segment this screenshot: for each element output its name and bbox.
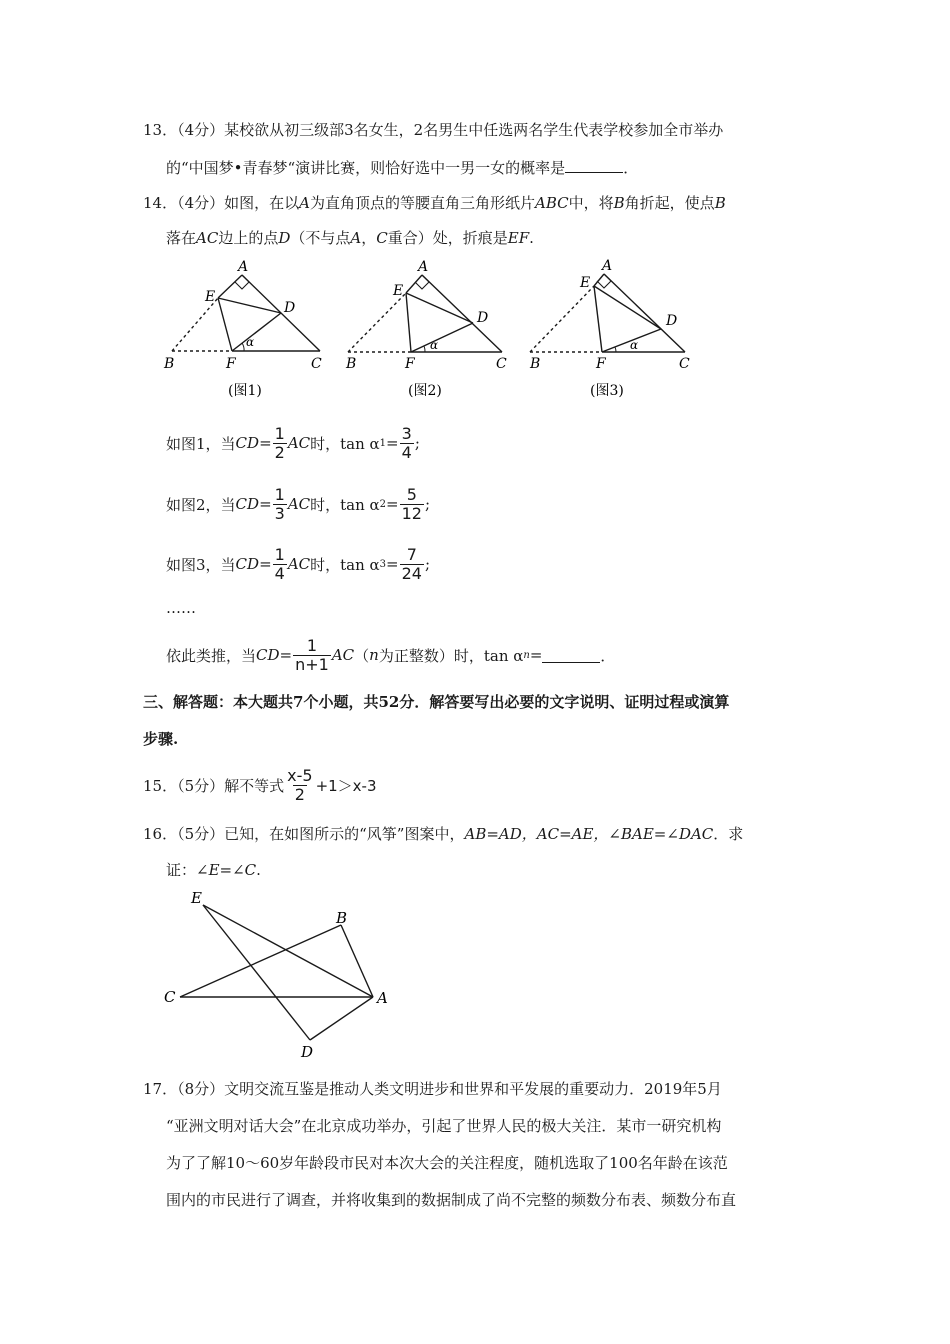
fig2-label-a: A: [418, 259, 429, 275]
case-prefix: 如图3，当: [166, 555, 236, 574]
q14-period: .: [529, 229, 534, 247]
q13-text: 的“中国梦•青春梦“演讲比赛，则恰好选中一男一女的概率是: [166, 159, 566, 177]
q14-text-d: 角折起，使点: [624, 194, 715, 212]
fraction-numerator: 3: [401, 423, 412, 443]
fig3-label-c: C: [679, 356, 690, 372]
case-tan: 时，tan α: [310, 555, 380, 574]
case-subscript: 3: [379, 558, 387, 570]
q14-general: [166, 632, 615, 678]
case-eq2: =: [386, 495, 399, 513]
q14-figures: [150, 255, 710, 405]
q17-line-1: 17．（8分）文明交流互鉴是推动人类文明进步和世界和平发展的重要动力．2019年5月: [143, 1080, 722, 1098]
case-eq: =: [259, 495, 272, 513]
fig2-label-b: B: [346, 356, 357, 372]
fig2-label-c: C: [496, 356, 507, 372]
fraction-numerator: 1: [306, 635, 318, 655]
q14-var-b2: B: [714, 194, 726, 212]
q17-line-3: 为了了解10～60岁年龄段市民对本次大会的关注程度，随机选取了100名年龄在该范: [166, 1154, 728, 1172]
case-subscript: 1: [379, 437, 387, 449]
fig2-label-f: F: [405, 356, 415, 372]
general-subscript: n: [523, 649, 530, 661]
fig1-label-a: A: [238, 259, 249, 275]
q17-line-4: 围内的市民进行了调查，并将收集到的数据制成了尚不完整的频数分布表、频数分布直: [166, 1191, 737, 1209]
general-n: n: [369, 646, 379, 664]
case-tan: 时，tan α: [310, 434, 380, 453]
section3-line-2: 步骤.: [143, 730, 179, 748]
q15-prefix: 15．（5分）解不等式: [143, 776, 285, 795]
q15-fraction: [285, 767, 314, 804]
q16-line-1: [143, 824, 743, 844]
case-subscript: 2: [379, 498, 387, 510]
case-cd: CD: [235, 495, 260, 513]
case-prefix: 如图2，当: [166, 495, 236, 514]
q16-condition: AB=AD，AC=AE，∠BAE=∠DAC: [464, 825, 714, 843]
fraction-denominator: 24: [401, 563, 422, 583]
q17-line-2: “亚洲文明对话大会”在北京成功举办，引起了世界人民的极大关注．某市一研究机构: [166, 1117, 722, 1135]
q16-label-b: B: [336, 909, 348, 927]
case-result-fraction: [400, 486, 424, 523]
q13-line-1: 13．（4分）某校欲从初三级部3名女生，2名男生中任选两名学生代表学校参加全市举办: [143, 121, 724, 139]
general-tan: 为正整数）时，tan α: [378, 646, 524, 665]
q14-var-b: B: [613, 194, 625, 212]
q14-ellipsis: ……: [166, 599, 196, 617]
q14-text-c: 中，将: [568, 194, 614, 212]
general-eq2: =: [529, 646, 543, 664]
q14-line-1: [143, 193, 726, 213]
fig1-label-e: E: [205, 289, 216, 305]
fig3-label-a: A: [602, 258, 613, 274]
case-fraction: [273, 486, 287, 523]
general-cd: CD: [256, 646, 280, 664]
fig1-label-b: B: [164, 356, 175, 372]
q16-line-2: [166, 860, 261, 880]
q14-var-ef: EF: [507, 229, 530, 247]
case-ac: AC: [287, 434, 311, 452]
case-end: ;: [424, 495, 431, 513]
q14-answer-blank: [542, 648, 600, 663]
fraction-denominator: n+1: [295, 654, 329, 674]
q16-text-c: 证：: [166, 861, 197, 879]
fig1-label-alpha: α: [246, 335, 255, 349]
case-prefix: 如图1，当: [166, 434, 236, 453]
general-ac: AC: [331, 646, 355, 664]
case-eq2: =: [386, 555, 399, 573]
q16-conclusion: ∠E=∠C: [196, 861, 257, 879]
fraction-denominator: 2: [274, 442, 285, 462]
fig1-label-f: F: [226, 356, 236, 372]
case-result-fraction: [400, 425, 414, 462]
q16-label-d: D: [301, 1043, 314, 1061]
q15: [143, 762, 377, 808]
fig3-label-d: D: [666, 313, 678, 329]
general-eq: =: [279, 646, 293, 664]
q14-line-2: [166, 228, 534, 248]
fraction-numerator: 7: [406, 544, 417, 564]
q14-var-c: C: [376, 229, 388, 247]
q14-var-a2: A: [350, 229, 362, 247]
fraction-numerator: 1: [274, 544, 285, 564]
q14-text-e: 落在: [166, 229, 197, 247]
q14-var-d: D: [278, 229, 291, 247]
case-fraction: [273, 546, 287, 583]
fraction-numerator: 1: [274, 423, 285, 443]
q14-text-f: 边上的点: [218, 229, 279, 247]
fraction-denominator: 4: [401, 442, 412, 462]
fig1-label-c: C: [311, 356, 322, 372]
q13-period: ．: [623, 159, 639, 177]
q14-case-2: [166, 481, 430, 527]
figure-3: [530, 274, 685, 352]
q16-kite-figure: [155, 885, 405, 1065]
fig2-caption: (图2): [408, 383, 442, 399]
q14-text-g: （不与点: [290, 229, 351, 247]
fig3-label-alpha: α: [630, 338, 639, 352]
fig1-caption: (图1): [228, 383, 262, 399]
section3-line-1: 三、解答题：本大题共7个小题，共52分．解答要写出必要的文字说明、证明过程或演算: [143, 693, 730, 711]
case-result-fraction: [400, 546, 424, 583]
case-tan: 时，tan α: [310, 495, 380, 514]
fraction-numerator: 1: [274, 484, 285, 504]
q13-line-2: [166, 158, 638, 178]
q14-comma: ，: [361, 229, 377, 247]
fig2-label-d: D: [477, 310, 489, 326]
general-fraction: [293, 637, 331, 674]
q14-text-h: 重合）处，折痕是: [387, 229, 508, 247]
fig2-label-e: E: [393, 283, 404, 299]
case-end: ;: [424, 555, 431, 573]
q15-rest: +1＞x-3: [315, 776, 377, 795]
q16-text-a: 16．（5分）已知，在如图所示的“风筝”图案中，: [143, 825, 465, 843]
fig3-label-b: B: [530, 356, 541, 372]
fraction-numerator: x-5: [287, 765, 313, 785]
fig1-label-d: D: [284, 300, 296, 316]
case-end: ;: [414, 434, 420, 452]
case-eq: =: [259, 555, 272, 573]
q14-text-b: 为直角顶点的等腰直角三角形纸片: [309, 194, 535, 212]
fraction-denominator: 2: [294, 784, 305, 804]
q14-text-a: 14．（4分）如图，在以: [143, 194, 300, 212]
q14-case-3: [166, 541, 430, 587]
fig3-label-e: E: [580, 275, 591, 291]
case-fraction: [273, 425, 287, 462]
fraction-denominator: 4: [274, 563, 285, 583]
general-end: ．: [600, 646, 616, 665]
fig3-caption: (图3): [590, 383, 624, 399]
fig2-label-alpha: α: [430, 338, 439, 352]
case-cd: CD: [235, 434, 260, 452]
q16-label-e: E: [191, 889, 202, 907]
general-paren: （: [354, 646, 370, 665]
q16-period: .: [256, 861, 261, 879]
case-eq: =: [259, 434, 272, 452]
q16-label-c: C: [164, 988, 176, 1006]
fraction-numerator: 5: [406, 484, 417, 504]
q14-case-1: [166, 420, 420, 466]
fraction-denominator: 12: [401, 503, 422, 523]
q14-var-abc: ABC: [535, 194, 569, 212]
fig3-label-f: F: [596, 356, 606, 372]
q14-var-a: A: [299, 194, 310, 212]
case-ac: AC: [287, 495, 311, 513]
q14-var-ac: AC: [196, 229, 219, 247]
case-cd: CD: [235, 555, 260, 573]
fraction-denominator: 3: [274, 503, 285, 523]
case-eq2: =: [386, 434, 399, 452]
q13-answer-blank: [565, 158, 623, 173]
q16-label-a: A: [377, 989, 388, 1007]
case-ac: AC: [287, 555, 311, 573]
q16-text-b: ．求: [713, 825, 744, 843]
general-prefix: 依此类推，当: [166, 646, 257, 665]
